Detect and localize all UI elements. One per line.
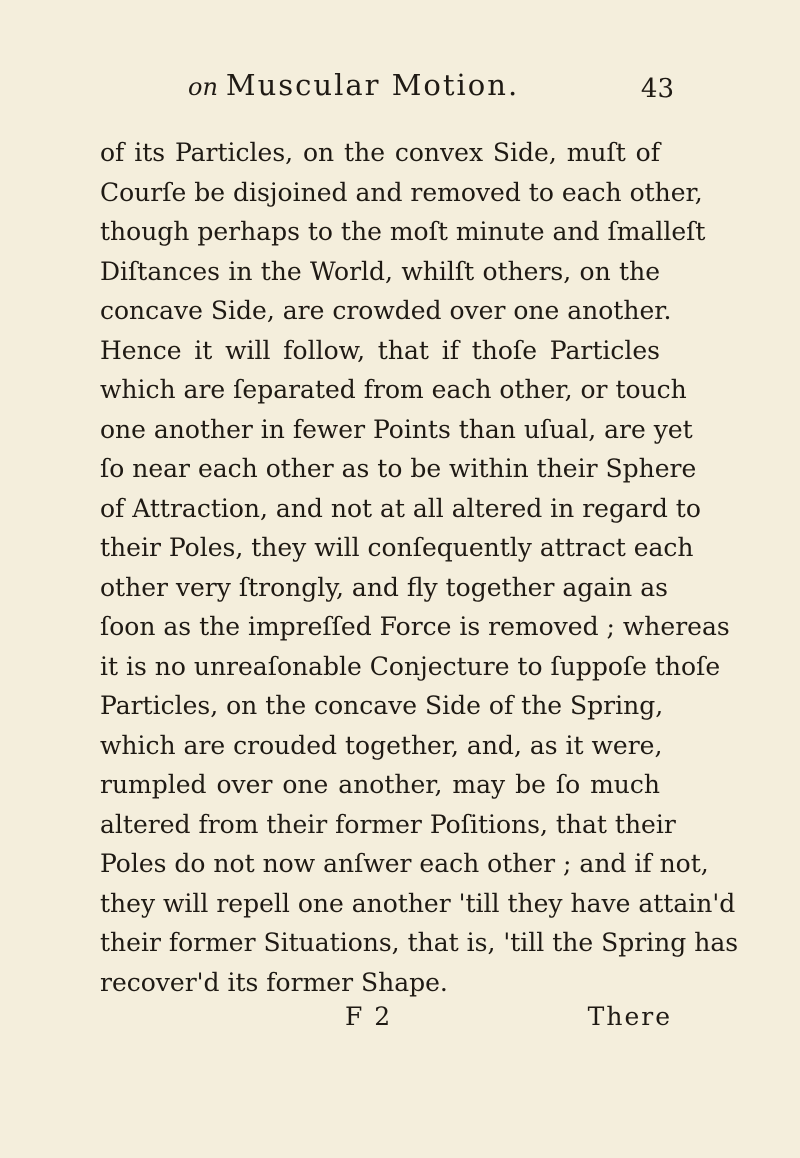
- text-line: Poles do not now anſwer each other ; and if not,: [100, 849, 709, 878]
- text-line: Particles, on the concave Side of the Spring,: [100, 691, 664, 720]
- text-line: their Poles, they will conſequently attract each: [100, 533, 694, 562]
- running-title-prefix: on: [188, 73, 218, 101]
- text-line: of its Particles, on the convex Side, muſt of: [100, 138, 660, 167]
- text-line: it is no unreaſonable Conjecture to ſuppoſe thoſe: [100, 651, 721, 681]
- text-line: though perhaps to the moſt minute and ſmalleſt: [100, 217, 706, 246]
- text-line: ſoon as the impreſſed Force is removed ; whereas: [100, 612, 730, 641]
- text-line: which are crouded together, and, as it were,: [100, 730, 663, 760]
- text-line: their former Situations, that is, 'till the Spring has: [100, 928, 739, 957]
- text-line: one another in fewer Points than uſual, are yet: [100, 414, 693, 444]
- running-title-text: Muscular Motion.: [225, 68, 520, 102]
- page-header: [100, 68, 674, 118]
- text-line: concave Side, are crowded over one another.: [100, 296, 672, 325]
- text-line: Courſe be disjoined and removed to each other,: [100, 177, 703, 207]
- text-line: ſo near each other as to be within their Sphere: [100, 454, 697, 483]
- text-line: Hence it will follow, that if thoſe Particles: [100, 335, 660, 365]
- text-line: rumpled over one another, may be ſo much: [100, 770, 660, 799]
- running-title: [188, 68, 519, 102]
- text-line: they will repell one another 'till they have attain'd: [100, 888, 736, 918]
- catchword: There: [587, 1002, 672, 1031]
- text-line: which are ſeparated from each other, or touch: [100, 375, 687, 404]
- text-line: other very ſtrongly, and fly together again as: [100, 572, 668, 602]
- text-line: altered from their former Poſitions, that their: [100, 809, 676, 839]
- text-line: recover'd its former Shape.: [100, 967, 448, 997]
- page-footer: [100, 1002, 672, 1042]
- body-text: [100, 133, 739, 1002]
- signature-mark: F 2: [345, 1002, 393, 1031]
- text-line: of Attraction, and not at all altered in regard to: [100, 493, 701, 523]
- page-number: 43: [640, 74, 674, 104]
- text-line: Diſtances in the World, whilſt others, on the: [100, 256, 660, 286]
